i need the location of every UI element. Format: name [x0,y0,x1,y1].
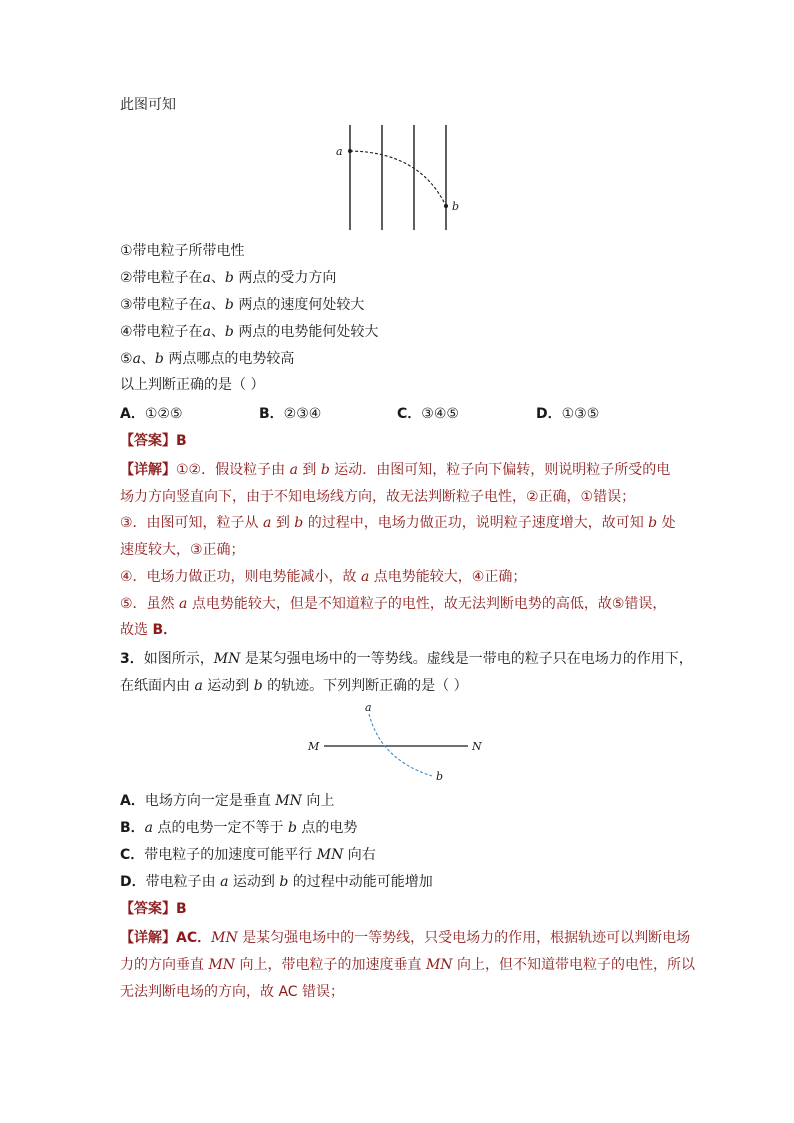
figure-equipotential [306,700,486,785]
q2-detail-line-7: 故选 B． [120,622,178,638]
label-b: b [452,200,460,213]
q2-detail-line-5: ④．电场力做正功，则电势能减小，故 a 点电势能较大，④正确； [120,569,527,585]
q3-option-a: A．电场方向一定是垂直 MN 向上 [120,793,335,809]
q2-option-c: C．③④⑤ [397,406,459,422]
q2-answer: 【答案】B [120,433,187,449]
label-a: a [336,145,343,158]
q2-detail-line-1: 【详解】①②．假设粒子由 a 到 b 运动．由图可知，粒子向下偏转，则说明粒子所受的电 [120,462,671,478]
q2-detail-line-4: 速度较大，③正确； [120,542,245,558]
q2-detail-line-3: ③．由图可知，粒子从 a 到 b 的过程中，电场力做正功，说明粒子速度增大，故可知 b 处 [120,515,676,531]
q2-option-a: A．①②⑤ [120,406,183,422]
q3-stem-line-1: 3．如图所示，MN 是某匀强电场中的一等势线。虚线是一带电的粒子只在电场力的作用下， [120,651,693,667]
statement-1: ①带电粒子所带电性 [120,243,245,259]
q2-detail-line-6: ⑤．虽然 a 点电势能较大，但是不知道粒子的电性，故无法判断电势的高低，故⑤错误， [120,596,667,612]
q3-stem-line-2: 在纸面内由 a 运动到 b 的轨迹。下列判断正确的是（ ） [120,678,468,694]
q2-option-d: D．①③⑤ [536,406,600,422]
question-prompt: 以上判断正确的是（ ） [120,377,265,393]
q3-detail-line-3: 无法判断电场的方向，故 AC 错误； [120,984,345,1000]
figure-field-lines [330,120,470,235]
q2-option-b: B．②③④ [259,406,322,422]
particle-trajectory [350,151,446,206]
q3-detail-line-2: 力的方向垂直 MN 向上，带电粒子的加速度垂直 MN 向上，但不知道带电粒子的电性，所以 [120,957,695,973]
label-n: N [472,740,482,753]
q3-answer: 【答案】B [120,901,187,917]
intro-text: 此图可知 [120,97,176,113]
statement-3: ③带电粒子在a、b 两点的速度何处较大 [120,297,365,313]
q2-detail-line-2: 场力方向竖直向下，由于不知电场线方向，故无法判断粒子电性，②正确，①错误； [120,489,636,505]
label-m: M [308,740,320,753]
q3-option-d: D．带电粒子由 a 运动到 b 的过程中动能可能增加 [120,874,433,890]
statement-5: ⑤a、b 两点哪点的电势较高 [120,351,295,367]
q3-option-b: B．a 点的电势一定不等于 b 点的电势 [120,820,358,836]
point-a [348,149,352,153]
particle-path [369,714,432,776]
q3-option-c: C．带电粒子的加速度可能平行 MN 向右 [120,847,376,863]
q3-detail-line-1: 【详解】AC．MN 是某匀强电场中的一等势线，只受电场力的作用，根据轨迹可以判断电场 [120,930,691,946]
statement-4: ④带电粒子在a、b 两点的电势能何处较大 [120,324,379,340]
label-a: a [365,701,372,714]
label-b: b [436,770,444,783]
point-b [444,204,448,208]
statement-2: ②带电粒子在a、b 两点的受力方向 [120,270,337,286]
